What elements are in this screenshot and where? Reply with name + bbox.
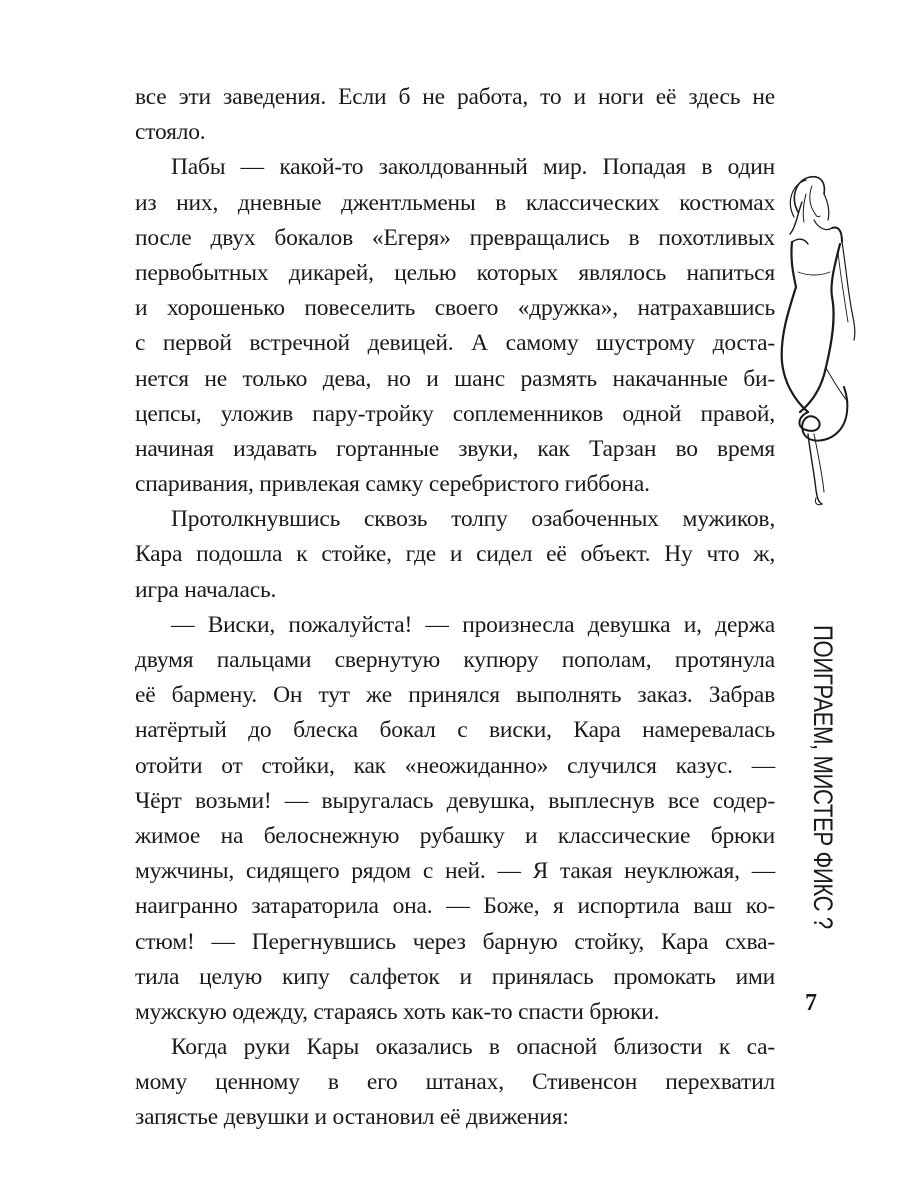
text-line: Пабы — какой-то заколдованный мир. Попадая в один — [171, 154, 775, 181]
woman-silhouette-icon — [768, 172, 868, 512]
text-line: стояло. — [135, 119, 206, 146]
text-line: тила целую кипу салфеток и принялась промокать ими — [135, 963, 775, 990]
text-line: из них, дневные джентльмены в классических костюмах — [135, 189, 775, 216]
text-line: после двух бокалов «Егеря» превращались в похотливых — [135, 224, 775, 251]
page-number: 7 — [805, 990, 817, 1016]
text-line: жимое на белоснежную рубашку и классические брюки — [135, 822, 775, 849]
text-line: игра началась. — [135, 576, 277, 603]
text-line: Чёрт возьми! — выругалась девушка, выплеснув все содер- — [135, 787, 775, 814]
text-line: её бармену. Он тут же принялся выполнять заказ. Забрав — [135, 682, 775, 709]
text-line: все эти заведения. Если б не работа, то и ноги её здесь не — [135, 84, 775, 110]
text-line: нется не только дева, но и шанс размять накачанные би- — [135, 365, 775, 392]
text-line: с первой встречной девицей. А самому шустрому доста- — [135, 330, 775, 357]
text-line: начиная издавать гортанные звуки, как Тарзан во время — [135, 435, 775, 462]
text-line: запястье девушки и остановил её движения: — [135, 1104, 569, 1131]
text-line: мому ценному в его штанах, Стивенсон перехватил — [135, 1069, 775, 1096]
text-line: мужскую одежду, стараясь хоть как-то спасти брюки. — [135, 998, 660, 1025]
text-line: первобытных дикарей, целью которых являлось напиться — [135, 259, 775, 286]
text-line: стюм! — Перегнувшись через барную стойку, Кара схва- — [135, 928, 775, 955]
text-line: мужчины, сидящего рядом с ней. — Я такая неуклюжая, — — [135, 858, 775, 885]
text-line: и хорошенько повеселить своего «дружка», натрахавшись — [135, 295, 775, 322]
text-line: спаривания, привлекая самку серебристого гиббона. — [135, 471, 650, 498]
text-line: Протолкнувшись сквозь толпу озабоченных мужиков, — [171, 506, 775, 533]
text-line: наигранно затараторила она. — Боже, я испортила ваш ко- — [135, 893, 775, 920]
text-line: натёртый до блеска бокал с виски, Кара намеревалась — [135, 717, 775, 744]
text-line: Кара подошла к стойке, где и сидел её объект. Ну что ж, — [135, 541, 775, 568]
running-title-text: ПОИГРАЕМ, МИСТЕР ФИКС ? — [808, 625, 838, 929]
body-text — [135, 80, 775, 1136]
text-line: — Виски, пожалуйста! — произнесла девушка и, держа — [171, 611, 775, 638]
text-line: Когда руки Кары оказались в опасной близости к са- — [171, 1034, 775, 1061]
text-line: цепсы, уложив пару-тройку соплеменников одной правой, — [135, 400, 775, 427]
text-line: отойти от стойки, как «неожиданно» случился казус. — — [135, 752, 775, 779]
text-line: двумя пальцами свернутую купюру пополам, протянула — [135, 647, 775, 673]
